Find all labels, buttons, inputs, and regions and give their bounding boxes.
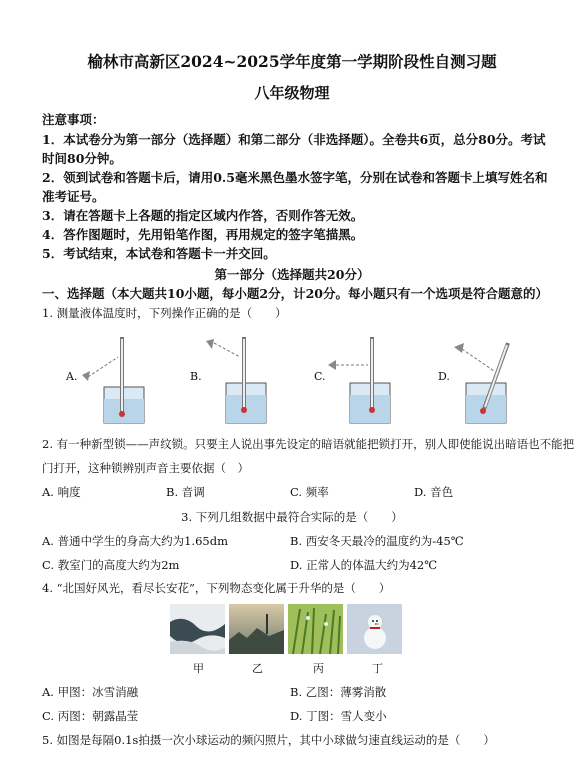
- q1-label-a: A.: [66, 370, 78, 383]
- q1-figure-b: [200, 335, 270, 427]
- q1-stem: 1. 测量液体温度时，下列操作正确的是（ ）: [42, 306, 287, 320]
- exam-subtitle: 八年级物理: [254, 84, 330, 102]
- exam-title: 榆林市高新区2024~2025学年度第一学期阶段性自测习题: [87, 52, 497, 71]
- q4-option-c: C. 丙图：朝露晶莹: [42, 709, 139, 723]
- notice-item: 准考证号。: [42, 189, 105, 204]
- notice-item: 5．考试结束，本试卷和答题卡一并交回。: [42, 246, 276, 261]
- q4-stem: 4. “北国好风光，看尽长安花”，下列物态变化属于升华的是（ ）: [42, 581, 391, 595]
- q3-option-c: C. 教室门的高度大约为2m: [42, 558, 180, 572]
- q2-option-a: A. 响度: [42, 485, 81, 499]
- q1-figure-d: [448, 335, 518, 427]
- q4-caption-yi: 乙: [252, 662, 263, 675]
- part1-heading: 第一部分（选择题共20分）: [214, 267, 370, 282]
- section-heading: 一、选择题（本大题共10小题，每小题2分，计20分。每小题只有一个选项是符合题意的）: [42, 286, 548, 301]
- q4-photo-yi: [229, 604, 284, 654]
- notice-item: 时间80分钟。: [42, 151, 122, 166]
- q4-caption-bing: 丙: [313, 662, 324, 675]
- q3-option-d: D. 正常人的体温大约为42℃: [290, 558, 438, 572]
- q3-option-a: A. 普通中学生的身高大约为1.65dm: [42, 534, 228, 548]
- q4-photo-ding: [347, 604, 402, 654]
- q4-option-d: D. 丁图：雪人变小: [290, 709, 387, 723]
- notice-item: 1．本试卷分为第一部分（选择题）和第二部分（非选择题）。全卷共6页，总分80分。考试: [42, 132, 546, 147]
- q2-option-d: D. 音色: [414, 485, 454, 499]
- q1-label-b: B.: [190, 370, 202, 383]
- notice-item: 2．领到试卷和答题卡后，请用0.5毫米黑色墨水签字笔，分别在试卷和答题卡上填写姓名和: [42, 170, 548, 185]
- q1-label-c: C.: [314, 370, 326, 383]
- q2-option-b: B. 音调: [166, 485, 205, 499]
- q4-photo-jia: [170, 604, 225, 654]
- notice-item: 3．请在答题卡上各题的指定区域内作答，否则作答无效。: [42, 208, 364, 223]
- q2-stem: 门打开，这种锁辨别声音主要依据（ ）: [42, 461, 249, 475]
- q5-stem: 5. 如图是每隔0.1s拍摄一次小球运动的频闪照片，其中小球做匀速直线运动的是（ ）: [42, 733, 495, 747]
- q1-figure-a: [78, 335, 148, 427]
- notice-heading: 注意事项：: [42, 112, 105, 127]
- q3-option-b: B. 西安冬天最冷的温度约为-45℃: [290, 534, 464, 548]
- q4-option-a: A. 甲图：冰雪消融: [42, 685, 139, 699]
- q1-figure-c: [324, 335, 394, 427]
- q1-label-d: D.: [438, 370, 450, 383]
- notice-item: 4．答作图题时，先用铅笔作图，再用规定的签字笔描黑。: [42, 227, 364, 242]
- q4-option-b: B. 乙图：薄雾消散: [290, 685, 387, 699]
- q3-stem: 3. 下列几组数据中最符合实际的是（ ）: [181, 510, 403, 524]
- q2-option-c: C. 频率: [290, 485, 329, 499]
- q2-stem: 2. 有一种新型锁——声纹锁。只要主人说出事先设定的暗语就能把锁打开，别人即使能说出暗语也不能把: [42, 437, 575, 451]
- q4-caption-ding: 丁: [372, 662, 383, 675]
- q4-photo-bing: [288, 604, 343, 654]
- q4-caption-jia: 甲: [193, 662, 204, 675]
